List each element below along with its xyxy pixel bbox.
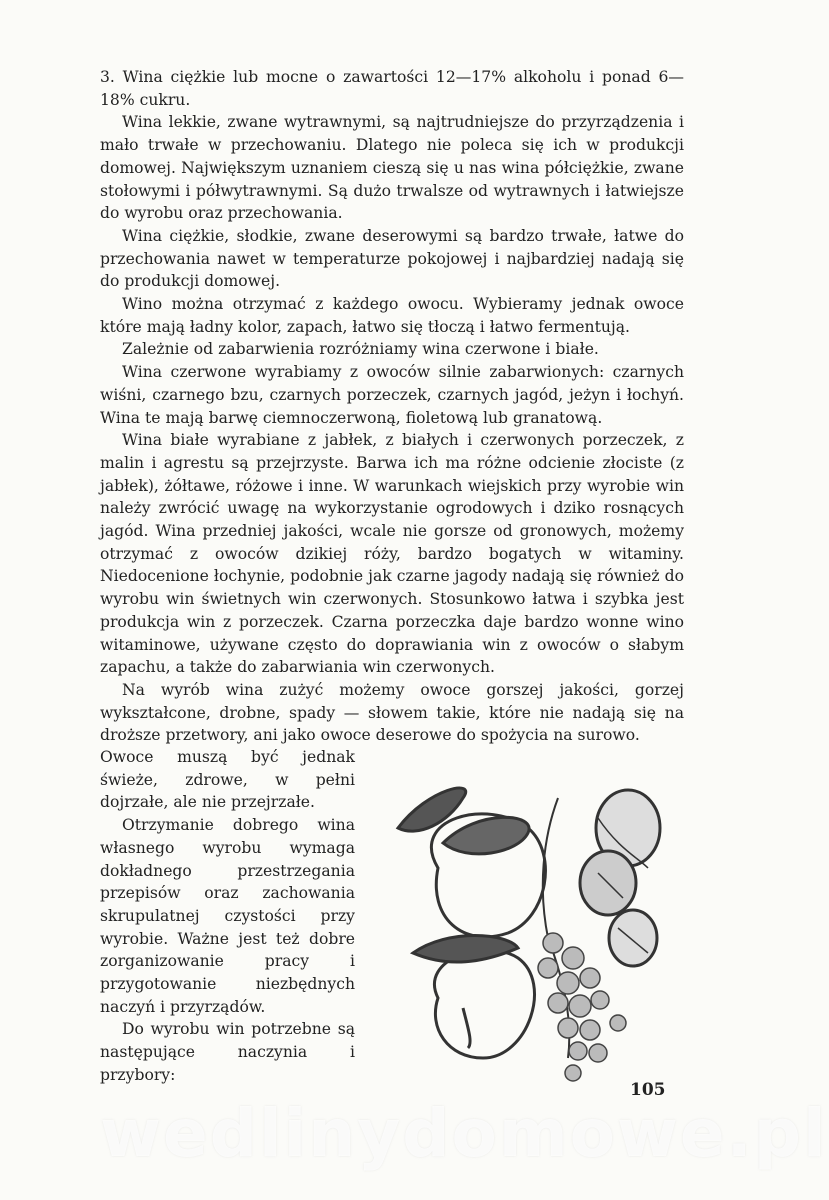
currant-shape [569,1042,587,1060]
currant-shape [558,1018,578,1038]
paragraph-light-wines: Wina lekkie, zwane wytrawnymi, są najtrudniejsze do przyrządzenia i mało trwałe w przechowaniu. Dlatego nie poleca się ich w produkcji domowej. Największym uznaniem cieszą się u nas wina półciężkie, zwane stołowymi i półwytrawnymi. Są dużo trwalsze od wytrawnych i łatwiejsze do wyrobu oraz przechowania. [100,113,684,223]
fruit-illustration [368,758,688,1088]
watermark: wedlinydomowe.pl [100,1095,828,1172]
currant-shape [562,947,584,969]
leaf-shape [398,788,466,831]
leaf-shape [413,936,518,963]
currant-shape [610,1015,626,1031]
leaf-shape [443,817,529,854]
narrow-text [100,746,355,1087]
paragraph-white-wines: Wina białe wyrabiane z jabłek, z białych i czerwonych porzeczek, z malin i agrestu są przejrzyste. Barwa ich ma różne odcienie złociste (z jabłek), żółtawe, różowe i inne. W warunkach wiejskich przy wyrobie win należy zwrócić uwagę na wykorzystanie ogrodowych i dziko rosnących jagód. Wina przedniej jakości, wcale nie gorsze od gronowych, możemy otrzymać z owoców dzikiej róży, bardzo bogatych w witaminy. Niedocenione łochynie, podobnie jak czarne jagody nadają się również do wyrobu win świetnych win czerwonych. Stosunkowo łatwa i szybka jest produkcja win z porzeczek. Czarna porzeczka daje bardzo wonne wino witaminowe, używane często do doprawiania win z owoców o słabym zapachu, a także do zabarwiania win czerwonych. [100,431,684,677]
paragraph-equipment: Do wyrobu win potrzebne są następujące naczynia i przybory: [100,1020,355,1084]
main-text [100,66,684,747]
paragraph-cleanliness: Otrzymanie dobrego wina własnego wyrobu wymaga dokładnego przestrzegania przepisów oraz zachowania skrupulatnej czystości przy wyrobie. Ważne jest też dobre zorganizowanie pracy i przygotowanie niezbędnych naczyń i przyrządów. [100,816,355,1016]
currant-shape [543,933,563,953]
paragraph-red-wines: Wina czerwone wyrabiamy z owoców silnie zabarwionych: czarnych wiśni, czarnego bzu, czarnych porzeczek, czarnych jagód, jeżyn i łochyń. Wina te mają barwę ciemnoczerwoną, fioletową lub granatową. [100,363,684,427]
currant-shape [589,1044,607,1062]
currant-shape [569,995,591,1017]
currant-shape [538,958,558,978]
currant-shape [580,968,600,988]
paragraph-lower-quality-fruit: Na wyrób wina zużyć możemy owoce gorszej jakości, gorzej wykształcone, drobne, spady — słowem takie, które nie nadają się na droższe przetwory, ani jako owoce deserowe do spożycia na surowo. [100,680,684,745]
paragraph-heavy-wines: Wina ciężkie, słodkie, zwane deserowymi są bardzo trwałe, łatwe do przechowania nawet w temperaturze pokojowej i najbardziej nadają się do produkcji domowej. [100,226,684,291]
gooseberry-shape [609,910,657,966]
currant-shape [580,1020,600,1040]
paragraph-colour-types: Zależnie od zabarwienia rozróżniamy wina czerwone i białe. [122,340,599,359]
paragraph-fruit-choice: Wino można otrzymać z każdego owocu. Wybieramy jednak owoce które mają ładny kolor, zapach, łatwo się tłoczą i łatwo fermentują. [100,295,684,336]
currant-shape [557,972,579,994]
currant-shape [548,993,568,1013]
currant-shape [591,991,609,1009]
currant-shape [565,1065,581,1081]
page-number: 105 [630,1080,666,1100]
apple-shape [434,950,534,1058]
paragraph-wine-category-3: 3. Wina ciężkie lub mocne o zawartości 12—17% alkoholu i ponad 6—18% cukru. [100,68,684,109]
paragraph-fresh-fruit: Owoce muszą być jednak świeże, zdrowe, w pełni dojrzałe, ale nie przejrzałe. [100,748,355,812]
